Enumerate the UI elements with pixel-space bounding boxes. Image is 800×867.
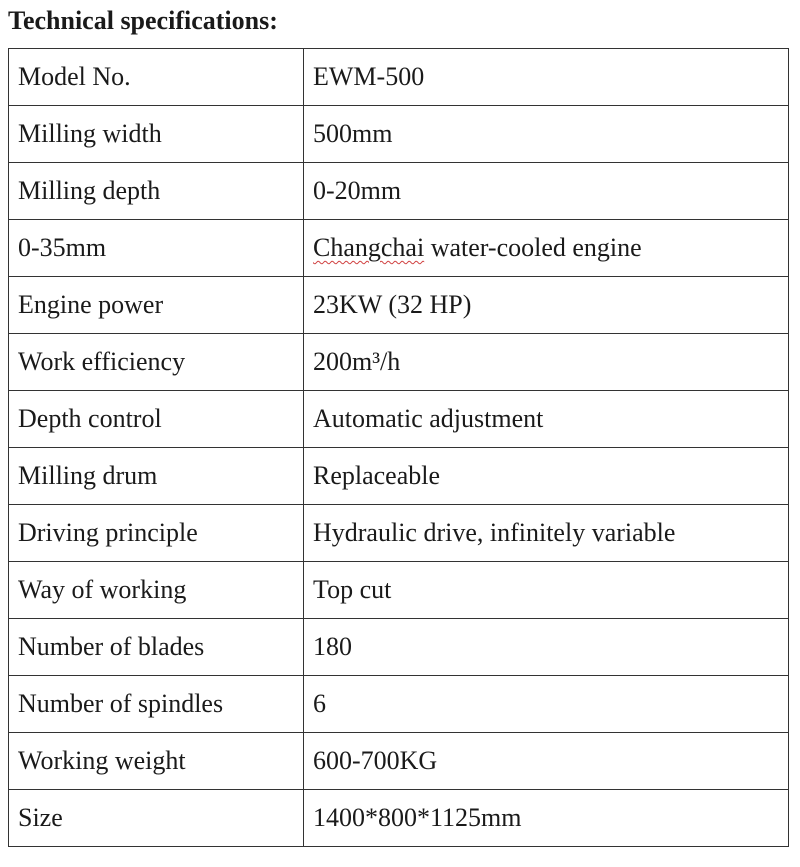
spec-value: EWM-500 — [304, 49, 789, 106]
page-title: Technical specifications: — [8, 6, 278, 35]
table-row — [9, 619, 789, 676]
table-row — [9, 676, 789, 733]
spec-table — [8, 48, 789, 847]
spec-label: Size — [9, 790, 304, 847]
spec-label: Number of blades — [9, 619, 304, 676]
table-row — [9, 448, 789, 505]
spec-value — [304, 220, 789, 277]
spec-value: 180 — [304, 619, 789, 676]
spec-value: 1400*800*1125mm — [304, 790, 789, 847]
spec-value: Hydraulic drive, infinitely variable — [304, 505, 789, 562]
spec-label: Engine power — [9, 277, 304, 334]
spec-value: Automatic adjustment — [304, 391, 789, 448]
table-row — [9, 163, 789, 220]
spec-label: Model No. — [9, 49, 304, 106]
table-row — [9, 106, 789, 163]
spec-value: 23KW (32 HP) — [304, 277, 789, 334]
spec-value: Replaceable — [304, 448, 789, 505]
table-row — [9, 391, 789, 448]
spec-value: Top cut — [304, 562, 789, 619]
spec-label: Work efficiency — [9, 334, 304, 391]
spec-label: Milling drum — [9, 448, 304, 505]
spec-value: 600-700KG — [304, 733, 789, 790]
spec-label: Number of spindles — [9, 676, 304, 733]
spec-label: Depth control — [9, 391, 304, 448]
spec-value: 500mm — [304, 106, 789, 163]
spec-label: Milling depth — [9, 163, 304, 220]
spec-label: Driving principle — [9, 505, 304, 562]
table-row — [9, 562, 789, 619]
table-row — [9, 49, 789, 106]
spec-value: 6 — [304, 676, 789, 733]
table-row — [9, 334, 789, 391]
spellcheck-word: Changchai — [313, 233, 425, 262]
spec-value: 200m³/h — [304, 334, 789, 391]
spec-label: Way of working — [9, 562, 304, 619]
table-row — [9, 790, 789, 847]
spec-value: 0-20mm — [304, 163, 789, 220]
table-row — [9, 733, 789, 790]
table-row — [9, 277, 789, 334]
table-row — [9, 505, 789, 562]
spec-label: Milling width — [9, 106, 304, 163]
spec-label: 0-35mm — [9, 220, 304, 277]
spec-value-rest: water-cooled engine — [424, 233, 642, 262]
table-row — [9, 220, 789, 277]
spec-label: Working weight — [9, 733, 304, 790]
